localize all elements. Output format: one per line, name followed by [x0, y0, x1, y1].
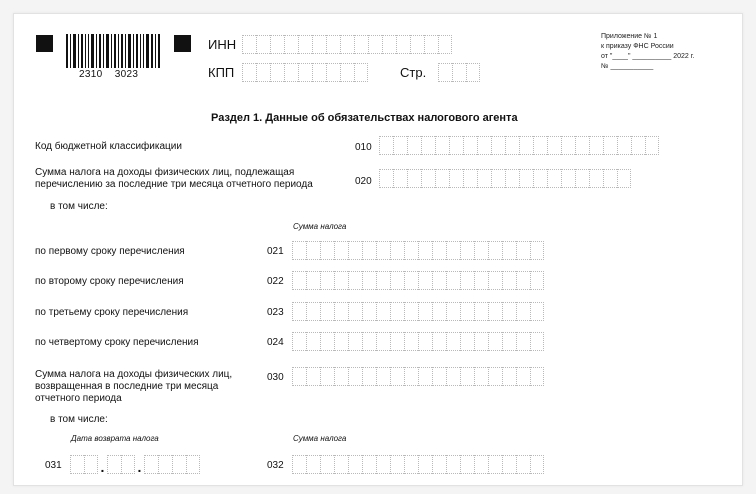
tax-sum-label-line-2: перечислению за последние три месяца отчетного периода [35, 179, 313, 190]
term2-label: по второму сроку перечисления [35, 276, 184, 287]
corner-marker-right [174, 35, 191, 52]
returned-label-line-2: возвращенная в последние три месяца [35, 381, 219, 392]
term3-field[interactable] [292, 302, 544, 321]
page-number-field[interactable] [438, 63, 480, 82]
tax-sum-column-header-2: Сумма налога [293, 434, 347, 443]
return-date-column-header: Дата возврата налога [71, 434, 159, 443]
including-label-1: в том числе: [50, 201, 108, 212]
section-title: Раздел 1. Данные об обязательствах налогового агента [211, 112, 518, 124]
return-date-field[interactable] [70, 455, 200, 474]
barcode [66, 34, 162, 68]
term3-code: 023 [267, 307, 284, 318]
kpp-label: КПП [208, 65, 235, 80]
term4-field[interactable] [292, 332, 544, 351]
inn-field[interactable] [242, 35, 452, 54]
term2-field[interactable] [292, 271, 544, 290]
returned-sum-code: 032 [267, 460, 284, 471]
appendix-line-2: к приказу ФНС России [601, 43, 674, 50]
returned-sum-field[interactable] [292, 455, 544, 474]
kpp-field[interactable] [242, 63, 368, 82]
date-separator-1: . [100, 459, 105, 475]
returned-field[interactable] [292, 367, 544, 386]
returned-label-line-3: отчетного периода [35, 393, 122, 404]
term3-label: по третьему сроку перечисления [35, 307, 189, 318]
date-separator-2: . [137, 459, 142, 475]
tax-sum-field[interactable] [379, 169, 631, 188]
appendix-line-1: Приложение № 1 [601, 33, 658, 40]
term1-label: по первому сроку перечисления [35, 246, 185, 257]
term4-label: по четвертому сроку перечисления [35, 337, 199, 348]
page-label: Стр. [400, 65, 427, 80]
returned-code: 030 [267, 372, 284, 383]
term1-code: 021 [267, 246, 284, 257]
tax-sum-code: 020 [355, 176, 372, 187]
kbk-label: Код бюджетной классификации [35, 141, 182, 152]
tax-sum-label [35, 167, 313, 191]
returned-label-line-1: Сумма налога на доходы физических лиц, [35, 369, 233, 380]
appendix-line-3: от "____" __________ 2022 г. [601, 53, 695, 60]
inn-label: ИНН [208, 37, 237, 52]
kbk-field[interactable] [379, 136, 659, 155]
barcode-number: 2310 3023 [79, 69, 139, 80]
term2-code: 022 [267, 276, 284, 287]
kbk-code: 010 [355, 142, 372, 153]
returned-label [35, 369, 232, 405]
term1-field[interactable] [292, 241, 544, 260]
term4-code: 024 [267, 337, 284, 348]
appendix-line-4: № ___________ [601, 63, 654, 70]
tax-sum-label-line-1: Сумма налога на доходы физических лиц, подлежащая [35, 167, 295, 178]
tax-sum-column-header: Сумма налога [293, 222, 347, 231]
including-label-2: в том числе: [50, 414, 108, 425]
tax-form-sheet [13, 13, 743, 486]
return-date-code: 031 [45, 460, 62, 471]
appendix-note [601, 32, 694, 72]
corner-marker-left [36, 35, 53, 52]
